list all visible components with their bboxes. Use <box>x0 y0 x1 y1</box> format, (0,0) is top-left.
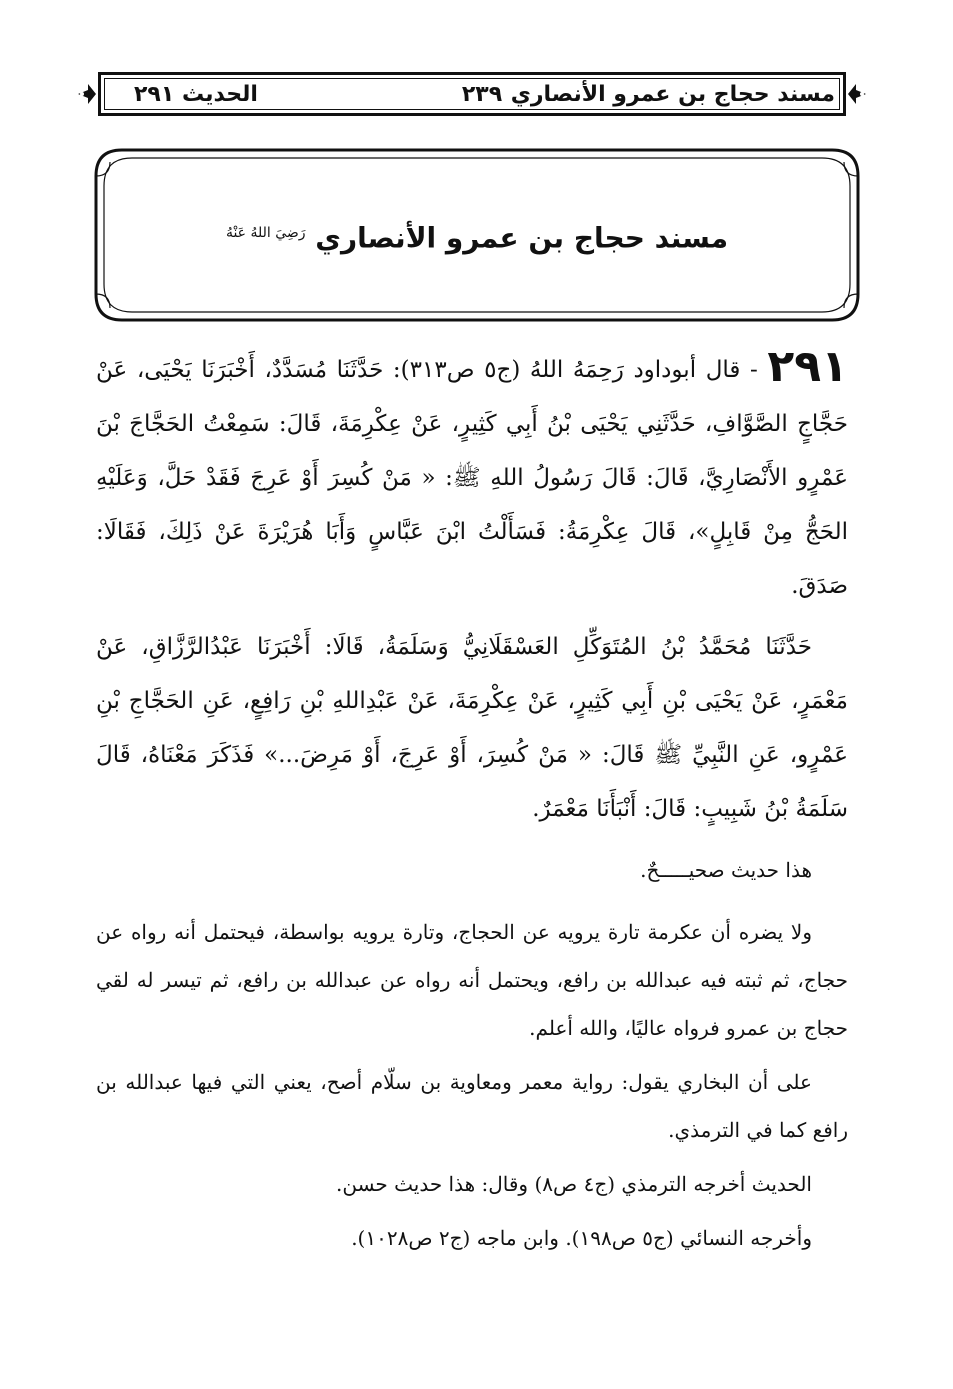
running-header-title: مسند حجاج بن عمرو الأنصاري <box>510 82 835 107</box>
header-left-ornament-icon <box>76 80 98 108</box>
running-header-hadith-label: الحديث ٢٩١ <box>134 82 258 107</box>
section-title <box>92 208 862 258</box>
section-title-honorific: رَضِيَ اللهُ عَنْهُ <box>225 225 306 241</box>
second-chain-paragraph: حَدَّثَنَا مُحَمَّدُ بْنُ المُتَوَكِّلِ العَسْقَلَانِيُّ وَسَلَمَةُ، قَالَا: أَخْبَرَنَا عَبْدُالرَّزَّاقِ، عَنْ مَعْمَرٍ، عَنْ يَحْيَى بْنِ أَبِي كَثِيرٍ، عَنْ عِكْرِمَةَ، عَنْ عَبْدِاللهِ بْنِ رَافِعٍ، عَنِ الحَجَّاجِ بْنِ عَمْرٍو، عَنِ النَّبِيِّ ﷺ قَالَ: « مَنْ كُسِرَ، أَوْ عَرِجَ، أَوْ مَرِضَ...» فَذَكَرَ مَعْنَاهُ، قَالَ سَلَمَةُ بْنُ شَبِيبٍ: قَالَ: أَنْبَأَنَا مَعْمَرٌ. <box>96 634 848 822</box>
page-number: ٢٣٩ <box>461 82 503 107</box>
hadith-number: ٢٩١ <box>767 341 848 392</box>
commentary-paragraph: ولا يضره أن عكرمة تارة يرويه عن الحجاج، وتارة يرويه بواسطة، فيحتمل أنه رواه عن حجاج، ثم ثبته فيه عبدالله بن رافع، ويحتمل أنه رواه عن عبدالله بن رافع، ثم تيسر له لقي حجاج بن عمرو فرواه عاليًا، والله أعلم. <box>96 920 848 1040</box>
hadith-text: قال أبوداود رَحِمَهُ اللهُ (ج٥ ص٣١٣): حَدَّثَنَا مُسَدَّدٌ، أَخْبَرَنَا يَحْيَى، عَنْ حَجَّاجٍ الصَّوَّافِ، حَدَّثَنِي يَحْيَى بْنُ أَبِي كَثِيرٍ، عَنْ عِكْرِمَةَ، قَالَ: سَمِعْتُ الحَجَّاجَ بْنَ عَمْرٍو الأَنْصَارِيَّ، قَالَ: قَالَ رَسُولُ اللهِ ﷺ: « مَنْ كُسِرَ أَوْ عَرِجَ فَقَدْ حَلَّ، وَعَلَيْهِ الحَجُّ مِنْ قَابِلٍ»، قَالَ عِكْرِمَةُ: فَسَأَلْتُ ابْنَ عَبَّاسٍ وَأَبَا هُرَيْرَةَ عَنْ ذَلِكَ، فَقَالَا: صَدَقَ. <box>96 357 848 599</box>
hadith-paragraph <box>96 340 848 613</box>
takhrij-line: وأخرجه النسائي (ج٥ ص١٩٨). وابن ماجه (ج٢ ص١٠٢٨). <box>351 1226 812 1250</box>
commentary-paragraph: على أن البخاري يقول: رواية معمر ومعاوية بن سلّام أصح، يعني التي فيها عبدالله بن رافع كما في الترمذي. <box>96 1070 848 1142</box>
grading-line: هذا حديث صحيـــــحٌ. <box>640 858 812 882</box>
hadith-dash: - <box>750 357 758 383</box>
section-title-text: مسند حجاج بن عمرو الأنصاري <box>315 221 729 255</box>
header-right-ornament-icon <box>846 80 868 108</box>
takhrij-line: الحديث أخرجه الترمذي (ج٤ ص٨) وقال: هذا حديث حسن. <box>335 1172 812 1196</box>
